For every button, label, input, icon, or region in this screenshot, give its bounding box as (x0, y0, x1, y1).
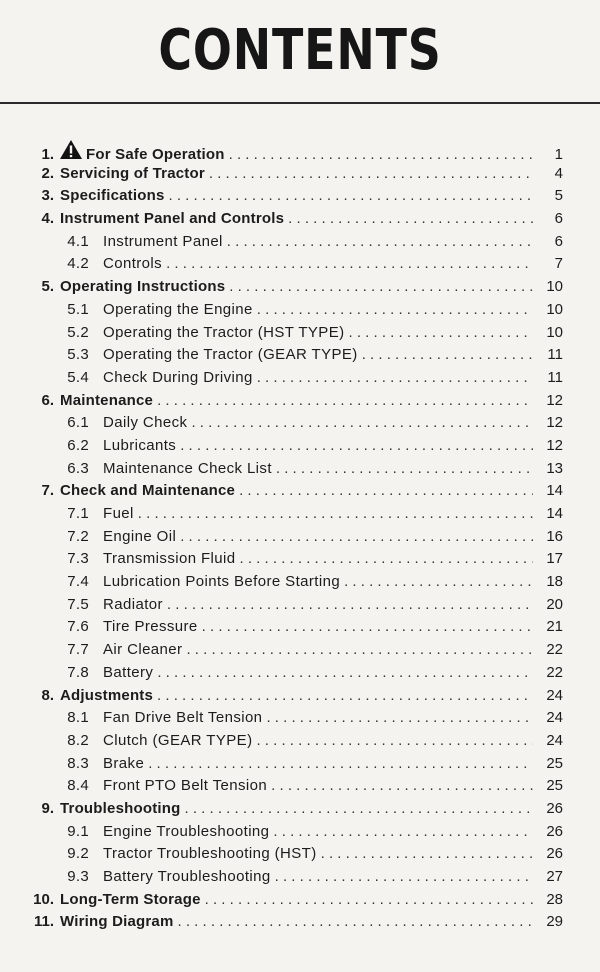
toc-entry-label: Fuel (103, 505, 134, 522)
toc-entry-page-number: 22 (546, 641, 563, 659)
dot-leader (240, 548, 533, 571)
toc-entry-page-number: 10 (546, 300, 563, 318)
dot-leader (344, 571, 533, 594)
toc-entry[interactable] (18, 526, 563, 549)
toc-entry-label: Operating the Tractor (GEAR TYPE) (103, 346, 358, 364)
toc-entry-number: 8.1 (67, 709, 89, 727)
toc-entry-label: Operating Instructions (60, 278, 226, 296)
toc-entry-number: 8. (41, 686, 54, 704)
toc-entry-page-number: 26 (546, 822, 563, 840)
dot-leader (239, 480, 533, 503)
toc-entry[interactable] (18, 843, 563, 866)
toc-entry-page-number: 12 (546, 414, 563, 432)
toc-entry[interactable] (18, 231, 563, 254)
toc-entry-number: 2. (41, 164, 54, 182)
toc-entry-number: 9.3 (67, 868, 89, 885)
toc-entry[interactable] (18, 662, 563, 685)
toc-entry[interactable] (18, 639, 563, 662)
toc-entry-page-number: 24 (546, 731, 563, 749)
toc-entry[interactable] (18, 594, 563, 617)
toc-entry[interactable] (18, 412, 563, 435)
dot-leader (167, 594, 533, 617)
toc-entry-label: Transmission Fluid (103, 550, 236, 568)
toc-entry-number: 6. (41, 391, 54, 409)
toc-entry[interactable] (18, 571, 563, 594)
toc-entry-number: 3. (41, 187, 54, 205)
toc-entry-number: 10. (33, 890, 54, 908)
toc-entry-page-number: 18 (546, 573, 563, 591)
toc-entry-label: Lubricants (103, 436, 177, 454)
toc-entry-number: 5. (41, 278, 54, 296)
toc-entry-number: 7.3 (67, 550, 89, 568)
toc-entry-page-number: 13 (546, 459, 563, 477)
dot-leader (157, 685, 533, 708)
toc-entry-label: Instrument Panel (103, 232, 223, 250)
toc-entry[interactable] (18, 911, 563, 934)
toc-entry-number: 5.3 (67, 346, 89, 364)
page-title: CONTENTS (158, 18, 442, 83)
toc-entry-page-number: 5 (554, 187, 563, 205)
toc-entry-label: Battery (103, 663, 154, 681)
toc-entry-page-number: 10 (546, 323, 563, 341)
toc-entry-number: 5.2 (67, 323, 89, 341)
toc-entry[interactable] (18, 775, 563, 798)
dot-leader (273, 821, 533, 844)
toc-entry[interactable] (18, 276, 563, 299)
toc-entry[interactable] (18, 322, 563, 345)
dot-leader (157, 662, 533, 685)
toc-entry-label: Fan Drive Belt Tension (103, 709, 263, 727)
toc-entry[interactable] (18, 299, 563, 322)
toc-entry-label: Daily Check (103, 414, 188, 432)
dot-leader (271, 775, 533, 798)
warning-triangle-icon (60, 140, 82, 159)
toc-entry-label: Operating the Tractor (HST TYPE) (103, 323, 345, 341)
toc-entry-page-number: 12 (546, 391, 563, 409)
toc-entry-page-number: 27 (546, 868, 563, 885)
toc-entry-page-number: 24 (546, 686, 563, 704)
toc-entry-label: Front PTO Belt Tension (103, 777, 268, 795)
toc-entry-label: Operating the Engine (103, 300, 253, 318)
toc-entry-label: Adjustments (60, 686, 154, 704)
toc-entry-number: 8.2 (67, 731, 89, 749)
dot-leader (266, 707, 533, 730)
dot-leader (275, 866, 533, 889)
toc-entry-page-number: 25 (546, 754, 563, 772)
toc-entry[interactable] (18, 253, 563, 276)
toc-entry-label: Maintenance (60, 391, 154, 409)
toc-entry-page-number: 10 (546, 278, 563, 296)
toc-entry-label: Radiator (103, 595, 163, 613)
dot-leader (186, 639, 533, 662)
dot-leader (178, 911, 533, 934)
dot-leader (180, 435, 533, 458)
toc-entry-page-number: 12 (546, 436, 563, 454)
toc-entry-label: For Safe Operation (86, 146, 225, 163)
toc-entry-page-number: 29 (546, 913, 563, 931)
toc-entry-label: Check During Driving (103, 368, 253, 386)
toc-entry-label: Wiring Diagram (60, 913, 174, 931)
toc-entry-label: Instrument Panel and Controls (60, 210, 285, 228)
toc-entry-number: 9.2 (67, 845, 89, 863)
toc-entry[interactable] (18, 798, 563, 821)
toc-entry-label: Tractor Troubleshooting (HST) (103, 845, 317, 863)
toc-entry-page-number: 4 (554, 164, 563, 182)
toc-entry-page-number: 11 (547, 368, 563, 386)
dot-leader (276, 458, 533, 481)
toc-entry-label: Tire Pressure (103, 618, 198, 636)
dot-leader (256, 730, 533, 753)
toc-entry-label: Controls (103, 255, 163, 273)
toc-entry[interactable] (18, 458, 563, 481)
table-of-contents (18, 140, 563, 934)
toc-entry-label: Lubrication Points Before Starting (103, 573, 341, 591)
toc-entry-number: 5.4 (67, 368, 89, 386)
dot-leader (321, 843, 533, 866)
title-divider (0, 102, 600, 104)
toc-entry-page-number: 17 (546, 550, 563, 568)
toc-entry-label: Specifications (60, 187, 165, 205)
dot-leader (205, 889, 533, 912)
toc-entry-page-number: 26 (546, 799, 563, 817)
dot-leader (288, 208, 533, 231)
toc-entry-number: 7.5 (67, 595, 89, 613)
toc-entry[interactable] (18, 753, 563, 776)
dot-leader (227, 231, 533, 254)
toc-entry-page-number: 24 (546, 709, 563, 727)
dot-leader (157, 390, 533, 413)
toc-entry[interactable] (18, 616, 563, 639)
toc-entry-label: Engine Oil (103, 527, 177, 545)
dot-leader (185, 798, 534, 821)
toc-entry-label: Check and Maintenance (60, 482, 236, 500)
dot-leader (209, 163, 533, 186)
toc-entry-label: Long-Term Storage (60, 890, 201, 908)
toc-entry-page-number: 14 (546, 505, 563, 522)
toc-entry-page-number: 21 (546, 618, 563, 636)
toc-entry-page-number: 11 (547, 346, 563, 364)
toc-entry-number: 7.4 (67, 573, 89, 591)
dot-leader (166, 253, 533, 276)
toc-entry-number: 4.2 (67, 255, 89, 273)
dot-leader (202, 616, 533, 639)
toc-entry[interactable] (18, 821, 563, 844)
dot-leader (257, 299, 533, 322)
toc-entry-page-number: 6 (554, 210, 563, 228)
toc-entry-number: 7.6 (67, 618, 89, 636)
toc-entry[interactable] (18, 730, 563, 753)
toc-entry-number: 7. (41, 482, 54, 500)
toc-entry-page-number: 26 (546, 845, 563, 863)
toc-entry-number: 6.1 (67, 414, 89, 432)
toc-entry-label: Brake (103, 754, 145, 772)
toc-entry-page-number: 22 (546, 663, 563, 681)
toc-entry-number: 9. (41, 799, 54, 817)
toc-entry[interactable] (18, 390, 563, 413)
toc-entry[interactable] (18, 163, 563, 186)
toc-entry-number: 7.7 (67, 641, 89, 659)
toc-entry-page-number: 7 (554, 255, 563, 273)
toc-entry-number: 8.3 (67, 754, 89, 772)
toc-entry[interactable] (18, 685, 563, 708)
toc-entry[interactable] (18, 344, 563, 367)
toc-entry[interactable] (18, 140, 563, 163)
toc-entry-number: 1. (41, 146, 54, 163)
toc-entry-number: 7.2 (67, 527, 89, 545)
toc-entry-number: 6.3 (67, 459, 89, 477)
toc-entry[interactable] (18, 503, 563, 526)
toc-entry[interactable] (18, 208, 563, 231)
dot-leader (180, 526, 533, 549)
toc-entry-number: 9.1 (67, 822, 89, 840)
toc-entry[interactable] (18, 480, 563, 503)
dot-leader (349, 322, 534, 345)
toc-entry-number: 5.1 (67, 300, 89, 318)
toc-entry-label: Troubleshooting (60, 799, 181, 817)
toc-entry[interactable] (18, 548, 563, 571)
toc-entry-label: Engine Troubleshooting (103, 822, 270, 840)
toc-entry-page-number: 16 (546, 527, 563, 545)
toc-entry-label: Maintenance Check List (103, 459, 272, 477)
dot-leader (257, 367, 533, 390)
toc-entry-number: 7.1 (67, 505, 89, 522)
toc-entry-page-number: 25 (546, 777, 563, 795)
dot-leader (138, 503, 533, 526)
toc-entry-number: 4.1 (67, 232, 89, 250)
dot-leader (229, 276, 533, 299)
toc-entry[interactable] (18, 889, 563, 912)
toc-entry-label: Battery Troubleshooting (103, 868, 271, 885)
toc-entry-page-number: 6 (554, 232, 563, 250)
toc-entry[interactable] (18, 185, 563, 208)
toc-entry[interactable] (18, 435, 563, 458)
toc-entry[interactable] (18, 707, 563, 730)
toc-entry-label: Air Cleaner (103, 641, 183, 659)
dot-leader (148, 753, 533, 776)
dot-leader (191, 412, 533, 435)
toc-entry[interactable] (18, 866, 563, 889)
toc-entry-label: Clutch (GEAR TYPE) (103, 731, 253, 749)
toc-entry-number: 8.4 (67, 777, 89, 795)
toc-entry-page-number: 20 (546, 595, 563, 613)
dot-leader (169, 185, 534, 208)
dot-leader (362, 344, 533, 367)
toc-entry-page-number: 1 (554, 146, 563, 163)
toc-entry-number: 6.2 (67, 436, 89, 454)
toc-entry-number: 4. (41, 210, 54, 228)
toc-entry-page-number: 28 (546, 890, 563, 908)
toc-entry-page-number: 14 (546, 482, 563, 500)
toc-entry-number: 7.8 (67, 663, 89, 681)
toc-entry-number: 11. (33, 913, 54, 931)
toc-entry[interactable] (18, 367, 563, 390)
toc-entry-label: Servicing of Tractor (60, 164, 205, 182)
